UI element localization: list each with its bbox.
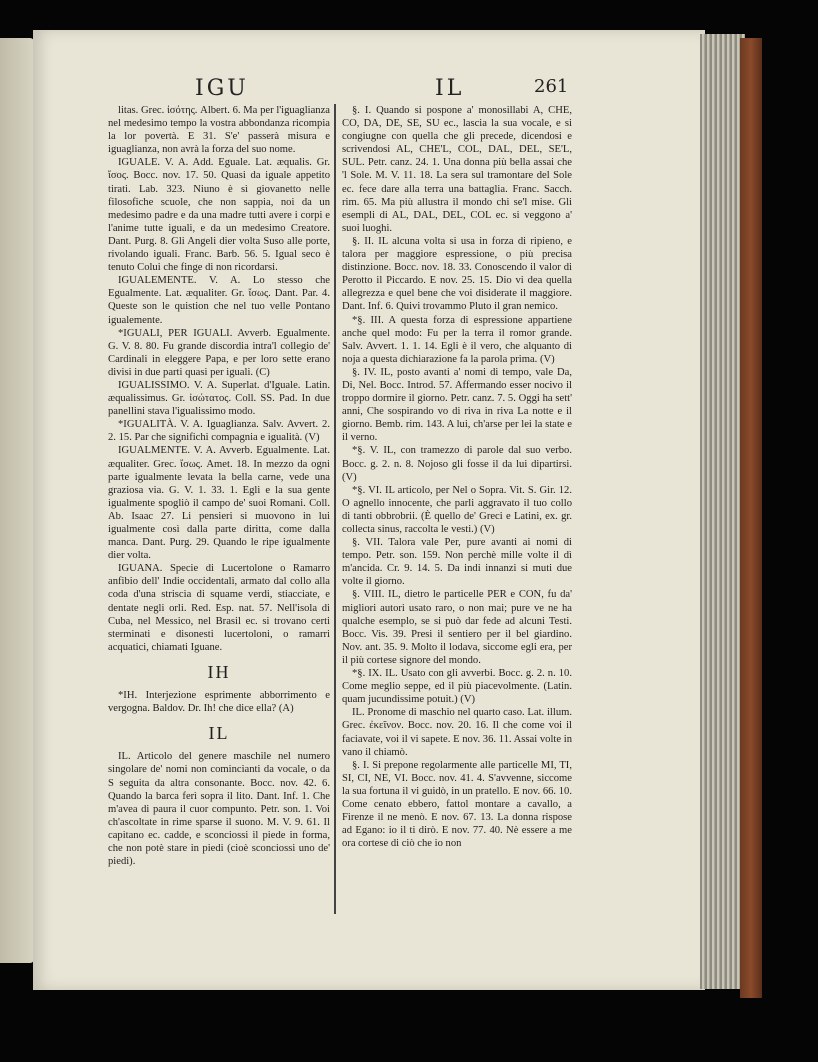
entry-il: IL. Articolo del genere maschile nel numero singolare de' nomi non comincianti da vocale, o da S seguita da altra consonante. Bocc. nov. 42. 6. Quando la barca ferì sopra il lito. Dant. Inf. 1. Che m'avea di paura il cuor compunto. Petr. son. 1. Voi ch'ascoltate in rime sparse il suono. M. V. 9. 61. Il capitano ec. cadde, e sconciossi il piede in forma, che non potè stare in piedi (cioè sconciossi uno de' piedi). [108, 751, 330, 868]
section-heading-ih: IH [207, 661, 231, 682]
entry-il-sec-5: *§. V. IL, con tramezzo di parole dal suo verbo. Bocc. g. 2. n. 8. Nojoso gli fosse il da lui dipartirsi. (V) [342, 445, 572, 483]
entry-il-sec-7: §. VII. Talora vale Per, pure avanti ai nomi di tempo. Petr. son. 159. Non perchè mille volte il dì m'ancida. Cr. 9. 14. 5. Da indi innanzi si muti due volte il giorno. [342, 537, 572, 588]
entry-igualmente: IGUALMENTE. V. A. Avverb. Egualmente. Lat. æqualiter. Grec. ἴσως. Amet. 18. In mezzo da ogni parte igualmente levata la bella carne, vede una graziosa via. G. V. 1. 33. 1. Egli e la sua gente igualmente spogliò il campo de' suoi Romani. Coll. Ab. Isaac 27. Li pensieri si muovono in lui igualmente così dalla parte diritta, come dalla manca. Dant. Purg. 29. Quando le ripe igualmente dier volta. [108, 445, 330, 562]
entry-igualita: *IGUALITÀ. V. A. Iguaglianza. Salv. Avvert. 2. 2. 15. Par che significhi compagnia e igualità. (V) [108, 419, 330, 444]
entry-il-pronoun-sec-1: §. I. Si prepone regolarmente alle particelle MI, TI, SI, CI, NE, VI. Bocc. nov. 41. 4. S'avvenne, siccome la sua fortuna il vi guidò, in un pratello. E nov. 66. 10. Come cenato ebbero, fattol montare a cavallo, a Firenze il ne menò. E nov. 67. 13. La donna rispose ad Egano: io il ti dirò. E nov. 77. 40. Nè essere a me ora cortese di ciò che io non [342, 759, 572, 850]
entry-il-sec-9: *§. IX. IL. Usato con gli avverbi. Bocc. g. 2. n. 10. Come meglio seppe, ed il più piacevolmente. (Latin. quam jucundissime potuit.) (V) [342, 668, 572, 706]
right-column [342, 104, 572, 850]
entry-igualemente: IGUALEMENTE. V. A. Lo stesso che Egualmente. Lat. æqualiter. Gr. ἴσως. Dant. Par. 4. Queste son le quistion che nel tuo velle Pontano igualemente. [108, 275, 330, 326]
entry-il-sec-1: §. I. Quando si pospone a' monosillabi A, CHE, CO, DA, DE, SE, SU ec., lascia la sua vocale, e si congiugne con quella che gli precede, dicendosi e scrivendosi AL, CHE'L, COL, DAL, DEL, SE'L, SUL. Petr. canz. 24. 1. Una donna più bella assai che 'l Sole. M. V. 11. 18. La sera sul tramontare del Sole ec. fece dare alla terra una battaglia. Franc. Sacch. rim. 65. Ma più allustra il mondo chi se'l mise. Gli esempli di AL, DAL, DEL, COL ec. si veggono a' suoi luoghi. [342, 105, 572, 234]
page-number: 261 [534, 76, 569, 97]
entry-iguana: IGUANA. Specie di Lucertolone o Ramarro anfibio dell' Indie occidentali, armato dal collo alla coda d'una striscia di squame verdi, stiacciate, e dentate negli orli. Red. Esp. nat. 57. Nell'isola di Cuba, nel Messico, nel Brasil ec. si trovano certi sterminati e disonesti lucertoloni, o ramarri acquatici, chiamati Iguane. [108, 563, 330, 653]
entry-il-sec-3: *§. III. A questa forza di espressione appartiene anche quel modo: Fu per la terra il romor grande. Salv. Avvert. 1. 1. 14. Egli è il vero, che alquanto di noja a questa dichiarazione fa la parola prima. (V) [342, 314, 572, 365]
entry-il-sec-6: *§. VI. IL articolo, per Nel o Sopra. Vit. S. Gir. 12. O agnello innocente, che parli aggravato il tuo collo di tanti obbrobrii. (È quello de' Greci e Latini, ex. gr. collecta sinus, raccolta le vesti.) (V) [342, 484, 572, 535]
entry-iguali: *IGUALI, PER IGUALI. Avverb. Egualmente. G. V. 8. 80. Fu grande discordia intra'l collegio de' Cardinali in eleggere Papa, e per loro sette erano divisi in due parti quasi per iguali. (C) [108, 327, 330, 378]
entry-il-sec-4: §. IV. IL, posto avanti a' nomi di tempo, vale Da, Di, Nel. Bocc. Introd. 57. Affermando esser nocivo il troppo dormire il giorno. Petr. canz. 7. 5. Oggi ha sett' anni, Che sospirando vo di riva in riva La notte e il giorno. Bemb. rim. 143. A lui, ch'arse per lei la state e il verno. [342, 366, 572, 444]
entry-ih: *IH. Interjezione esprimente abborrimento e vergogna. Baldov. Dr. Ih! che dice ella? (A) [108, 690, 330, 715]
right-running-head: IL [435, 76, 465, 101]
entry-il-pronoun: IL. Pronome di maschio nel quarto caso. Lat. illum. Grec. ἐκεῖνον. Bocc. nov. 20. 16. Il che come voi il faciavate, voi il vi sapete. E nov. 36. 11. Assai volte in vano il chiamò. [342, 707, 572, 758]
left-column [108, 104, 330, 868]
page-block-edges [700, 34, 745, 989]
column-divider [334, 104, 336, 914]
entry-igualissimo: IGUALISSIMO. V. A. Superlat. d'Iguale. Latin. æqualissimus. Gr. ἰσώτατος. Coll. SS. Pad. In due panellini stava l'igualissimo modo. [108, 379, 330, 418]
entry-iguale: IGUALE. V. A. Add. Eguale. Lat. æqualis. Gr. ἴσος. Bocc. nov. 17. 50. Quasi da iguale appetito tirati. Lab. 323. Niuno è sì giovanetto nelle filosofiche scuole, che non sappia, noi da un medesimo padre e da una madre tutti avere i corpi e l'anime tutte iguali, e da un medesimo Creatore. Dant. Purg. 8. Gli Angeli dier volta Suso alle porte, rivolando iguali. Franc. Barb. 56. 5. Igual seco è tenuto Colui che finge di non ricordarsi. [108, 157, 330, 274]
entry-il-sec-2: §. II. IL alcuna volta si usa in forza di ripieno, e talora per maggiore espressione, o più precisa distinzione. Bocc. nov. 18. 33. Conoscendo il valor di Perotto il Piccardo. E nov. 25. 15. Dio vi dea quella allegrezza e quel bene che voi disiderate il maggiore. Dant. Inf. 6. Quivi trovammo Pluto il gran nemico. [342, 235, 572, 313]
left-running-head: IGU [195, 76, 249, 101]
section-heading-il: IL [208, 723, 230, 744]
book-cover [740, 38, 762, 998]
entry-text: litas. Grec. ἰσότης. Albert. 6. Ma per l'iguaglianza nel medesimo tempo la vostra abbondanza ricompia la lor povertà. E 31. S'e' passerà misura e iguaglianza, non avrà la forza del suo nome. [108, 105, 330, 156]
previous-page-edge [0, 38, 34, 963]
entry-il-sec-8: §. VIII. IL, dietro le particelle PER e CON, fu da' migliori autori usato raro, o non mai; pure ve ne ha qualche esemplo, se si può dar fede ad alcuni Testi. Bocc. Vis. 39. Presi il sentiero per il bel giardino. Nov. ant. 35. 9. Molto il lodava, siccome egli era, per il più cortese signore del mondo. [342, 589, 572, 666]
